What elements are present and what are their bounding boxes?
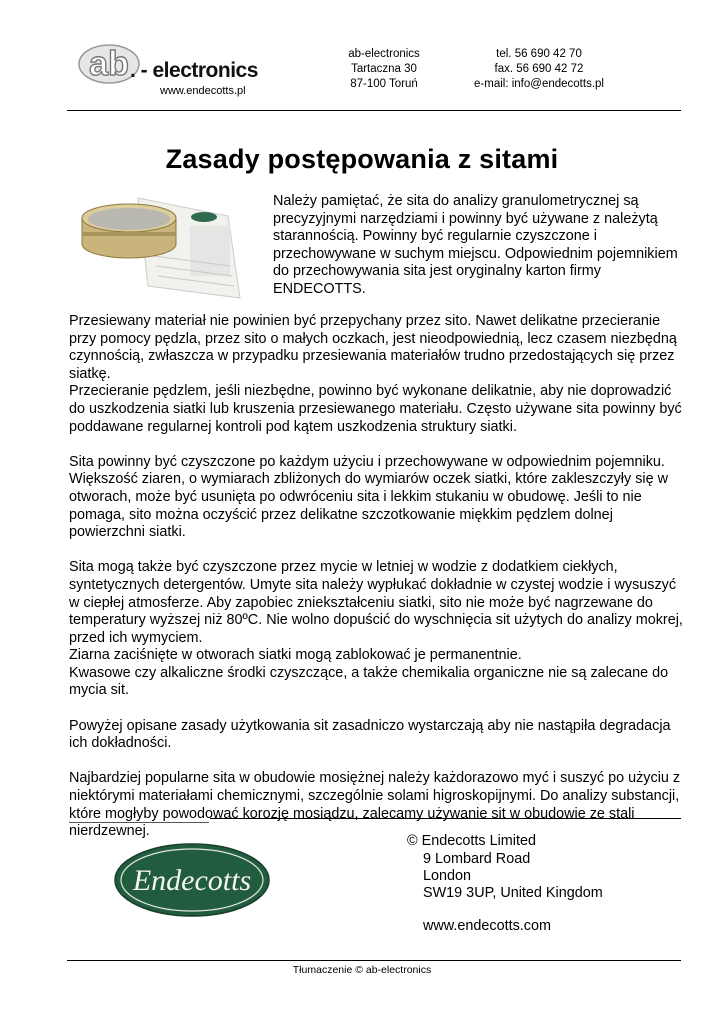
company-address	[334, 47, 434, 92]
paragraph: Sita mogą także być czyszczone przez mycie w letniej w wodzie z dodatkiem ciekłych, syntetycznych detergentów. Umyte sita należy wypłukać dokładnie w czystej wodzie i wysuszyć w ciepłej atmosferze. Aby zapobiec zniekształceniu siatki, sito nie może być nagrzewane do temperatury wyższej niż 80ºC. Nie wolno dopuścić do wyschnięcia sit użytych do analizy mokrej, przed ich wymyciem.	[69, 559, 683, 646]
translation-note: Tłumaczenie © ab-electronics	[292, 964, 432, 976]
paragraph: Ziarna zaciśnięte w otworach siatki mogą zablokować je permanentnie.	[69, 647, 522, 664]
footer-divider	[210, 818, 681, 819]
paragraph: Sita powinny być czyszczone po każdym użyciu i przechowywane w odpowiednim pojemniku. Większość ziaren, o wymiarach zbliżonych do wymiarów oczek siatki, które zakleszczyły się w otworach, może być usunięta po odwróceniu sita i lekkim stukaniu w obudowę. Jeśli to nie pomaga, sito można oczyścić przez delikatne szczotkowanie miękkim pędzlem dolnej powierzchni siatki.	[69, 453, 668, 541]
intro-text: Należy pamiętać, że sita do analizy granulometrycznej są precyzyjnymi narzędziami i powinny być używane z należytą starannością. Powinny być regularnie czyszczone i przechowywane w suchym miejscu. Odpowiednim pojemnikiem do przechowywania sita jest oryginalny karton firmy ENDECOTTS.	[273, 193, 678, 297]
sieve-photo	[80, 186, 242, 302]
footer-copyright: © Endecotts Limited	[407, 833, 536, 849]
company-contact	[462, 47, 616, 92]
footer-website[interactable]: www.endecotts.com	[423, 918, 551, 934]
company-line: Tartaczna 30	[351, 63, 417, 75]
paragraph: Kwasowe czy alkaliczne środki czyszczące, a także chemikalia organiczne nie są zalecane do mycia sit.	[69, 664, 669, 699]
ab-electronics-logo	[78, 40, 278, 85]
logo-ab-mark: ab	[89, 45, 129, 83]
header-website[interactable]: www.endecotts.pl	[160, 85, 246, 97]
footer-address-line: 9 Lombard Road	[423, 851, 531, 867]
paragraph: Najbardziej popularne sita w obudowie mosiężnej należy każdorazowo myć i suszyć po użyciu z niektórymi materiałami chemicznymi, szczególnie solami higroskopijnymi. Do analizy substancji, które mogłyby powodować korozję mosiądzu, zalecamy używanie sit w obudowie ze stali nierdzewnej.	[69, 770, 681, 840]
logo-suffix: . - electronics	[130, 59, 258, 82]
company-line: ab-electronics	[348, 48, 420, 60]
company-line: 87-100 Toruń	[350, 78, 418, 90]
paragraph: Powyżej opisane zasady użytkowania sit zasadniczo wystarczają aby nie nastąpiła degradacja ich dokładności.	[69, 717, 671, 752]
footer-address-line: London	[423, 868, 472, 884]
contact-fax: fax. 56 690 42 72	[494, 63, 584, 75]
endecotts-logo	[113, 842, 271, 918]
paragraph: Przecieranie pędzlem, jeśli niezbędne, powinno być wykonane delikatnie, aby nie doprowadzić do uszkodzenia siatki lub kruszenia przesiewanego materiału. Często używane sita powinny być poddawane regularnej kontroli pod kątem uszkodzenia struktury siatki.	[69, 383, 682, 435]
footer-address-line: SW19 3UP, United Kingdom	[423, 885, 603, 901]
page-title: Zasady postępowania z sitami	[165, 144, 559, 174]
bottom-divider	[67, 960, 681, 961]
header-divider	[67, 110, 681, 111]
contact-email[interactable]: e-mail: info@endecotts.pl	[474, 78, 604, 90]
footer-short-divider	[69, 822, 209, 823]
main-content	[69, 313, 689, 841]
contact-phone: tel. 56 690 42 70	[496, 48, 582, 60]
endecotts-wordmark: Endecotts	[132, 864, 252, 897]
paragraph: Przesiewany materiał nie powinien być przepychany przez sito. Nawet delikatne przecieranie przy pomocy pędzla, przez sito o małych oczkach, jest nieodpowiednią, lecz czasem niezbędną czynnością, zwłaszcza w przypadku przesiewania materiałów trudno przedostających się przez siatkę.	[69, 313, 677, 382]
